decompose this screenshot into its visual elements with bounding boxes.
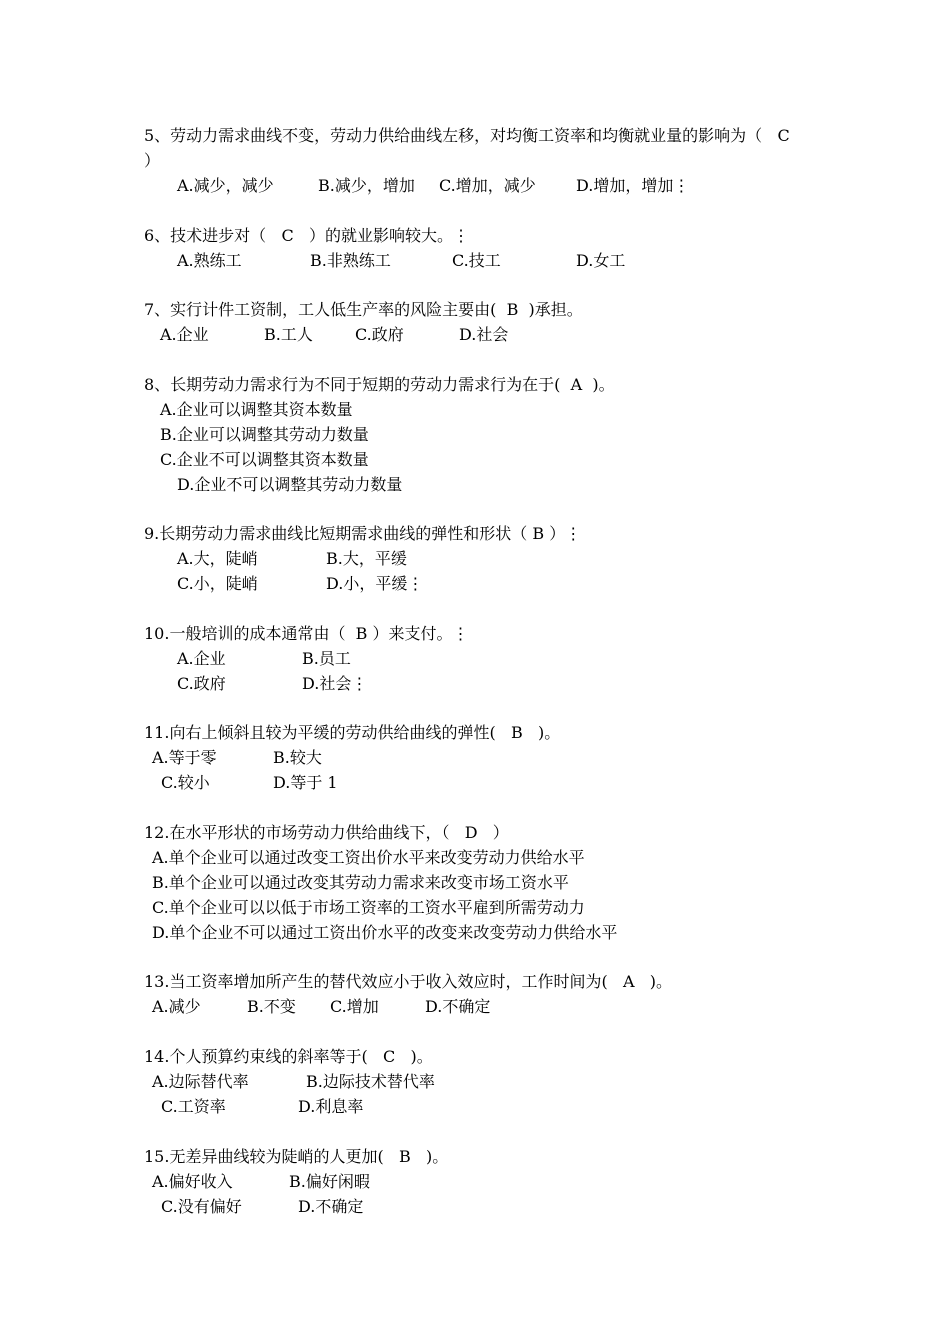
question-14-option-d: D.利息率 bbox=[298, 1097, 364, 1116]
question-6-option-d: D.女工 bbox=[576, 251, 626, 270]
question-5-title: 5、劳动力需求曲线不变，劳动力供给曲线左移，对均衡工资率和均衡就业量的影响为（ C bbox=[144, 126, 790, 145]
question-6-option-c: C.技工 bbox=[452, 251, 501, 270]
question-10-option-a: A.企业 bbox=[177, 649, 226, 668]
question-15-option-c: C.没有偏好 bbox=[161, 1197, 242, 1216]
question-12-title: 12.在水平形状的市场劳动力供给曲线下，（ D ） bbox=[144, 823, 509, 842]
question-11-title: 11.向右上倾斜且较为平缓的劳动供给曲线的弹性( B )。 bbox=[144, 723, 561, 742]
question-10-option-b: B.员工 bbox=[302, 649, 351, 668]
question-7-option-b: B.工人 bbox=[264, 325, 313, 344]
question-8-option-d: D.企业不可以调整其劳动力数量 bbox=[177, 475, 403, 494]
question-12-option-b: B.单个企业可以通过改变其劳动力需求来改变市场工资水平 bbox=[152, 873, 569, 892]
question-10-option-d: D.社会⋮ bbox=[302, 674, 368, 693]
question-9-option-a: A.大，陡峭 bbox=[177, 549, 258, 568]
question-12-option-a: A.单个企业可以通过改变工资出价水平来改变劳动力供给水平 bbox=[152, 848, 585, 867]
question-8-option-b: B.企业可以调整其劳动力数量 bbox=[160, 425, 369, 444]
question-13-option-c: C.增加 bbox=[330, 997, 379, 1016]
question-8-title: 8、长期劳动力需求行为不同于短期的劳动力需求行为在于( A )。 bbox=[144, 375, 615, 394]
question-11-option-b: B.较大 bbox=[273, 748, 322, 767]
question-13-option-d: D.不确定 bbox=[425, 997, 491, 1016]
question-7-option-c: C.政府 bbox=[355, 325, 404, 344]
question-10-title: 10.一般培训的成本通常由（ B ）来支付。⋮ bbox=[144, 624, 469, 643]
question-15-option-a: A.偏好收入 bbox=[152, 1172, 233, 1191]
question-9-option-d: D.小，平缓⋮ bbox=[326, 574, 424, 593]
question-11-option-d: D.等于 1 bbox=[273, 773, 338, 792]
question-15-option-d: D.不确定 bbox=[298, 1197, 364, 1216]
question-11-option-a: A.等于零 bbox=[152, 748, 217, 767]
question-15-title: 15.无差异曲线较为陡峭的人更加( B )。 bbox=[144, 1147, 449, 1166]
question-10-option-c: C.政府 bbox=[177, 674, 226, 693]
question-14-title: 14.个人预算约束线的斜率等于( C )。 bbox=[144, 1047, 433, 1066]
question-11-option-c: C.较小 bbox=[161, 773, 210, 792]
question-13-option-b: B.不变 bbox=[247, 997, 296, 1016]
question-5-title-continued: ） bbox=[144, 151, 161, 170]
question-9-title: 9.长期劳动力需求曲线比短期需求曲线的弹性和形状（ B ）⋮ bbox=[144, 524, 582, 543]
question-6-option-b: B.非熟练工 bbox=[310, 251, 391, 270]
question-15-option-b: B.偏好闲暇 bbox=[289, 1172, 370, 1191]
question-5-option-c: C.增加，减少 bbox=[439, 176, 536, 195]
question-13-option-a: A.减少 bbox=[152, 997, 201, 1016]
question-7-option-d: D.社会 bbox=[459, 325, 509, 344]
question-14-option-b: B.边际技术替代率 bbox=[306, 1072, 435, 1091]
question-14-option-a: A.边际替代率 bbox=[152, 1072, 249, 1091]
question-12-option-d: D.单个企业不可以通过工资出价水平的改变来改变劳动力供给水平 bbox=[152, 923, 618, 942]
question-12-option-c: C.单个企业可以以低于市场工资率的工资水平雇到所需劳动力 bbox=[152, 898, 585, 917]
question-6-title: 6、技术进步对（ C ）的就业影响较大。⋮ bbox=[144, 226, 469, 245]
question-5-option-d: D.增加，增加⋮ bbox=[576, 176, 690, 195]
question-7-title: 7、实行计件工资制，工人低生产率的风险主要由( B )承担。 bbox=[144, 300, 583, 319]
question-5-option-a: A.减少，减少 bbox=[177, 176, 274, 195]
question-13-title: 13.当工资率增加所产生的替代效应小于收入效应时，工作时间为( A )。 bbox=[144, 972, 673, 991]
question-5-option-b: B.减少，增加 bbox=[318, 176, 415, 195]
question-9-option-b: B.大，平缓 bbox=[326, 549, 407, 568]
question-7-option-a: A.企业 bbox=[160, 325, 209, 344]
question-8-option-a: A.企业可以调整其资本数量 bbox=[160, 400, 353, 419]
question-6-option-a: A.熟练工 bbox=[177, 251, 242, 270]
question-9-option-c: C.小，陡峭 bbox=[177, 574, 258, 593]
question-8-option-c: C.企业不可以调整其资本数量 bbox=[160, 450, 369, 469]
question-14-option-c: C.工资率 bbox=[161, 1097, 226, 1116]
